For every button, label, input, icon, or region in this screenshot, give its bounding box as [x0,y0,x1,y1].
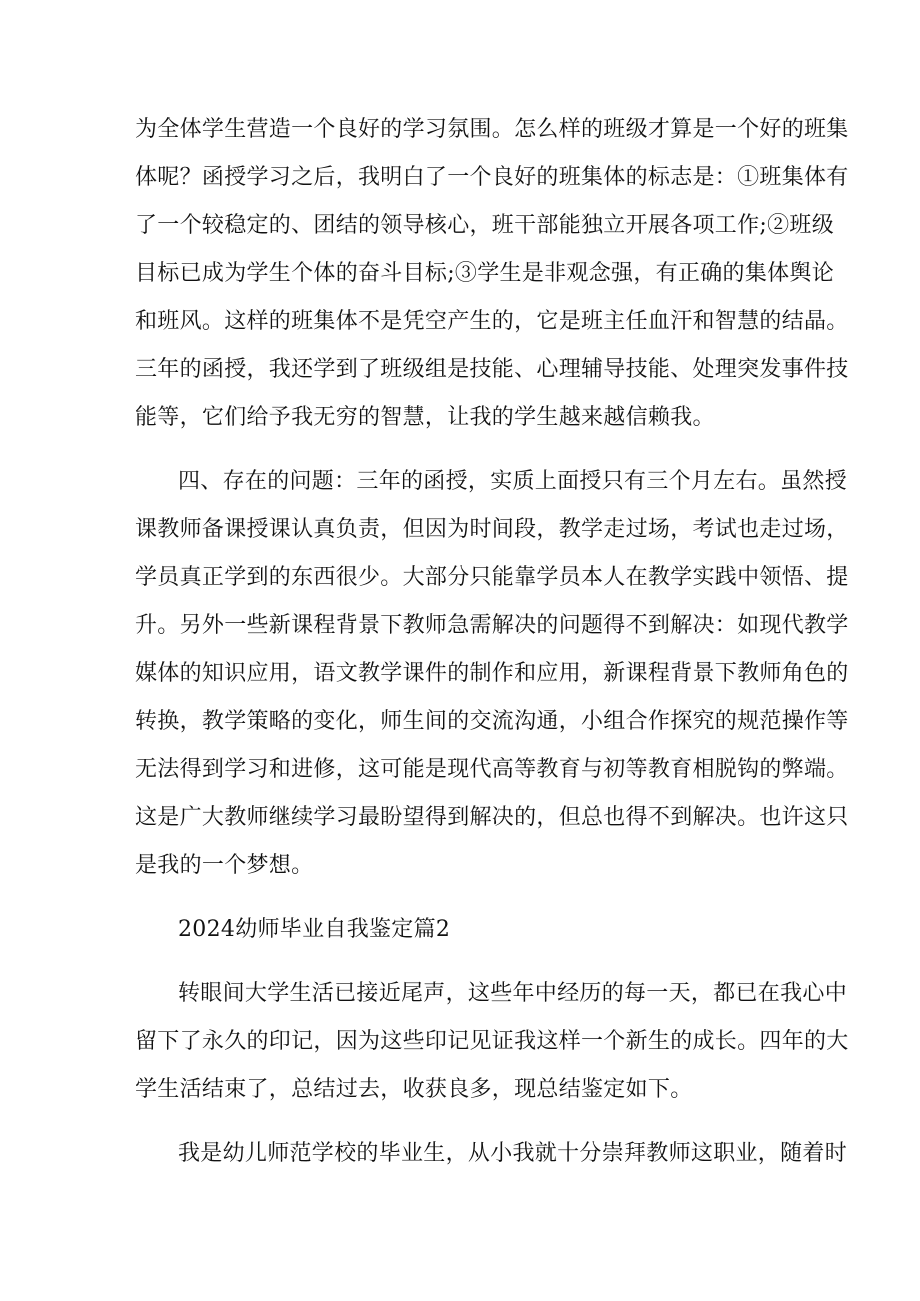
text-line: 是我的一个梦想。 [135,853,314,878]
text-line: 我是幼儿师范学校的毕业生，从小我就十分崇拜教师这职业，随着时 [178,1141,848,1166]
text-line: 留下了永久的印记，因为这些印记见证我这样一个新生的成长。四年的大 [135,1029,849,1054]
text-line: 这是广大教师继续学习最盼望得到解决的，但总也得不到解决。也许这只 [135,805,849,830]
text-line: 能等，它们给予我无穷的智慧，让我的学生越来越信赖我。 [135,405,715,430]
text-line: 三年的函授，我还学到了班级组是技能、心理辅导技能、处理突发事件技 [135,357,849,382]
section-heading: 2024幼师毕业自我鉴定篇2 [178,917,451,942]
text-line: 目标已成为学生个体的奋斗目标;③学生是非观念强，有正确的集体舆论 [135,261,835,286]
text-line: 转换，教学策略的变化，师生间的交流沟通，小组合作探究的规范操作等 [135,709,849,734]
text-line: 无法得到学习和进修，这可能是现代高等教育与初等教育相脱钩的弊端。 [135,757,849,782]
text-line: 升。另外一些新课程背景下教师急需解决的问题得不到解决：如现代教学 [135,613,849,638]
text-line: 为全体学生营造一个良好的学习氛围。怎么样的班级才算是一个好的班集 [135,117,849,142]
text-line: 四、存在的问题：三年的函授，实质上面授只有三个月左右。虽然授 [178,469,848,494]
text-line: 了一个较稳定的、团结的领导核心，班干部能独立开展各项工作;②班级 [135,213,835,238]
text-line: 和班风。这样的班集体不是凭空产生的，它是班主任血汗和智慧的结晶。 [135,309,849,334]
text-line: 转眼间大学生活已接近尾声，这些年中经历的每一天，都已在我心中 [178,981,848,1006]
text-line: 媒体的知识应用，语文教学课件的制作和应用，新课程背景下教师角色的 [135,661,849,686]
text-line: 课教师备课授课认真负责，但因为时间段，教学走过场，考试也走过场， [135,517,849,542]
text-line: 学员真正学到的东西很少。大部分只能靠学员本人在教学实践中领悟、提 [135,565,849,590]
text-line: 学生活结束了，总结过去，收获良多，现总结鉴定如下。 [135,1077,693,1102]
text-line: 体呢？函授学习之后，我明白了一个良好的班集体的标志是：①班集体有 [135,165,849,190]
